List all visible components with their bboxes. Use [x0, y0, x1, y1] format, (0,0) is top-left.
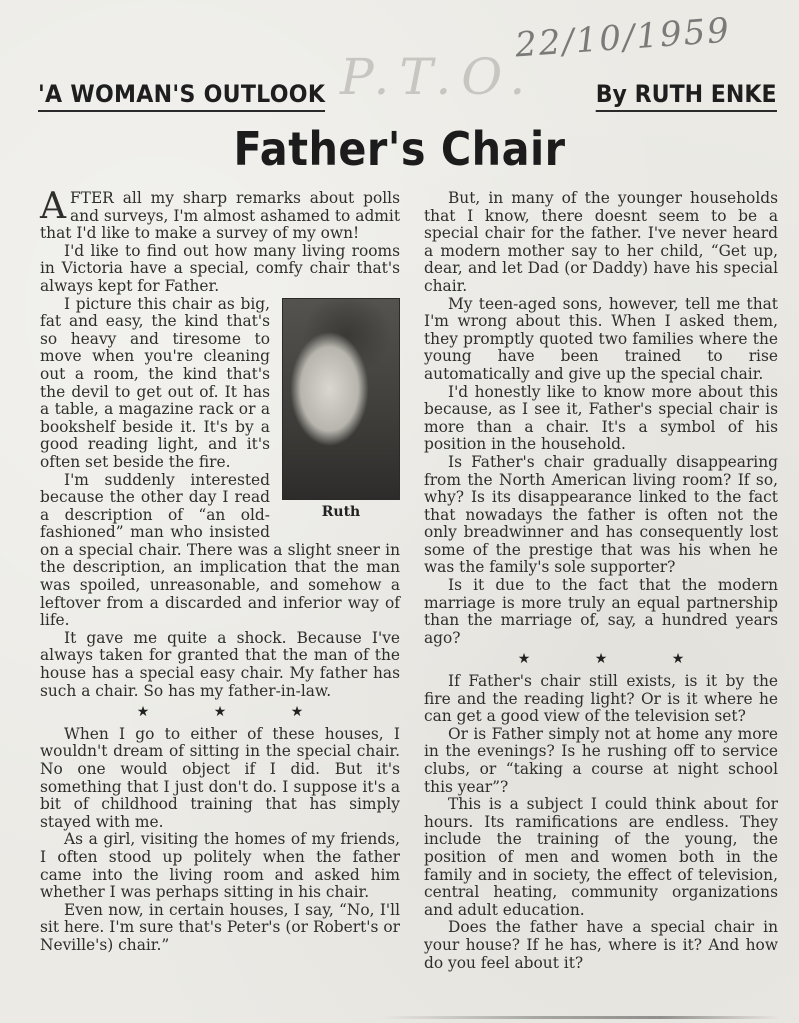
pto-handwritten-mark: P.T.O.	[340, 48, 536, 106]
paragraph: My teen-aged sons, however, tell me that I'm wrong about this. When I asked them, they promptly quoted two families where the young have been trained to rise automatically and give up the special chair.	[424, 294, 778, 383]
bottom-edge-smudge	[380, 1016, 780, 1019]
first-word: FTER	[70, 189, 114, 207]
paragraph: Even now, in certain houses, I say, “No, I'll sit here. I'm sure that's Peter's (or Robert's or Neville's) chair.”	[40, 900, 400, 954]
paragraph: Is Father's chair gradually disappearing from the North American living room? If so, why? Is its disappearance linked to the fact that nowadays the father is often not the only breadwinner and has consequently lost some of the prestige that was his when he was the family's sole supporter?	[424, 452, 778, 577]
column-title: 'A WOMAN'S OUTLOOK	[38, 80, 325, 112]
author-photo-block	[282, 298, 400, 522]
paragraph: As a girl, visiting the homes of my friends, I often stood up politely when the father came into the living room and asked him whether I was perhaps sitting in his chair.	[40, 830, 400, 902]
paragraph: I'm suddenly interested because the other day I read a description of “an old-fashioned” man who insisted on a special chair. There was a slight sneer in the description, an implication that the man was spoiled, unreasonable, and somehow a leftover from a discarded and inferior way of life.	[40, 470, 400, 630]
section-separator-stars: ★ ★ ★	[517, 651, 715, 668]
paragraph: I picture this chair as big, fat and easy, the kind that's so heavy and tiresome to move when you're cleaning out a room, the kind that's the devil to get out of. It has a table, a magazine rack or a bookshelf beside it. It's by a good reading light, and it's often set beside the fire.	[40, 294, 270, 471]
handwritten-date: 22/10/1959	[513, 10, 733, 66]
paragraph: AFTER all my sharp remarks about polls and surveys, I'm almost ashamed to admit that I'd like to make a survey of my own!	[40, 186, 400, 243]
paragraph: Does the father have a special chair in your house? If he has, where is it? And how do you feel about it?	[424, 918, 778, 972]
paragraph: I'd like to find out how many living rooms in Victoria have a special, comfy chair that's always kept for Father.	[40, 241, 400, 295]
article-headline: Father's Chair	[233, 122, 566, 176]
right-column	[424, 190, 778, 972]
paragraph: But, in many of the younger households that I know, there doesnt seem to be a special chair for the father. I've never heard a modern mother say to her child, “Get up, dear, and let Dad (or Daddy) have his special chair.	[424, 189, 778, 295]
paragraph: Or is Father simply not at home any more in the evenings? Is he rushing off to service clubs, or “taking a course at night school this year”?	[424, 724, 778, 796]
section-separator-stars: ★ ★ ★	[136, 704, 334, 721]
author-portrait-photo	[282, 298, 400, 500]
drop-cap: A	[40, 186, 66, 227]
paragraph: When I go to either of these houses, I wouldn't dream of sitting in the special chair. No one would object if I did. But it's something that I just don't do. I suppose it's a bit of childhood training that has simply stayed with me.	[40, 724, 400, 831]
paragraph: This is a subject I could think about for hours. Its ramifications are endless. They include the training of the young, the position of men and women both in the family and in society, the effect of television, central heating, community organizations and adult education.	[424, 795, 778, 919]
paragraph: It gave me quite a shock. Because I've always taken for granted that the man of the house has a special easy chair. My father has such a chair. So has my father-in-law.	[40, 628, 400, 700]
photo-caption: Ruth	[321, 503, 361, 520]
paragraph: I'd honestly like to know more about this because, as I see it, Father's special chair is more than a chair. It's a symbol of his position in the household.	[424, 382, 778, 454]
byline: By RUTH ENKE	[596, 80, 777, 112]
paragraph: Is it due to the fact that the modern marriage is more truly an equal partnership than the marriage of, say, a hundred years ago?	[424, 576, 778, 647]
paragraph: If Father's chair still exists, is it by the fire and the reading light? Or is it where he can get a good view of the television set?	[424, 672, 778, 726]
left-column	[40, 186, 400, 955]
